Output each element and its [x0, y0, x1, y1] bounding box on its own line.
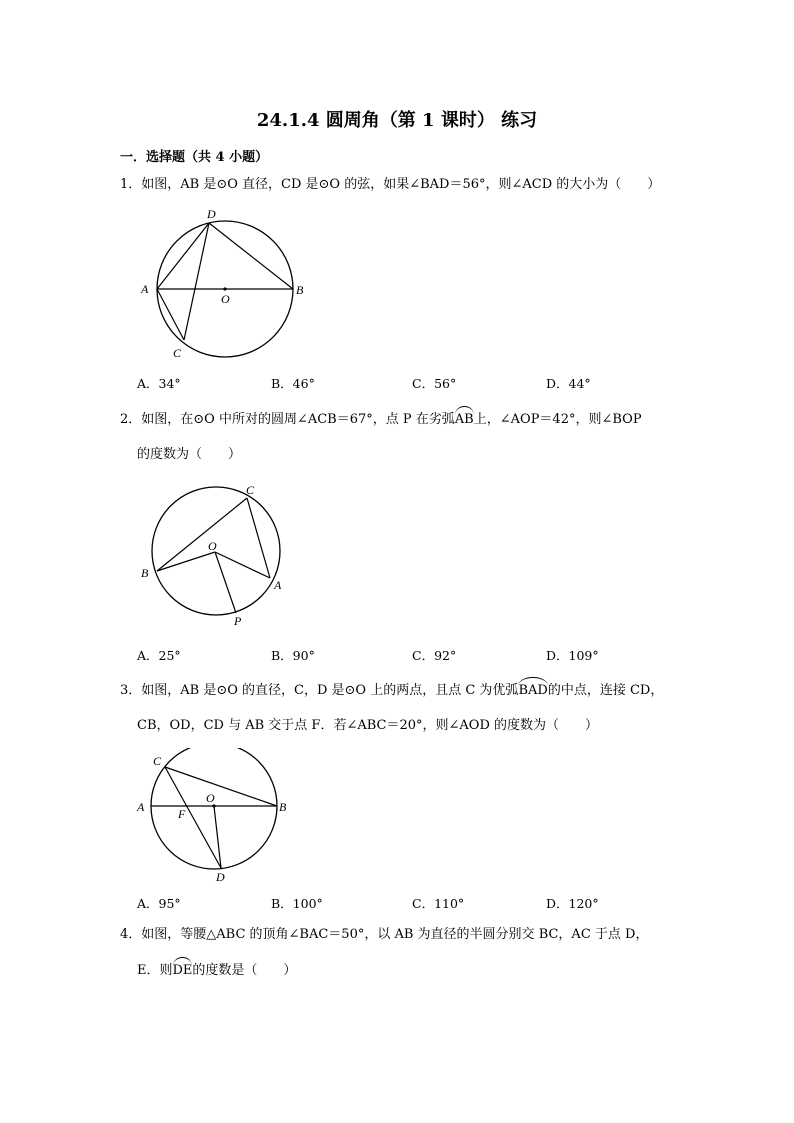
q3-option-a: A．95°: [137, 896, 181, 911]
label-b: B: [141, 566, 149, 580]
section-heading: 一．选择题（共 4 小题）: [120, 150, 269, 165]
question-4-text-line2: E．则DE的度数是（ ）: [137, 963, 297, 978]
segment-dc: [184, 223, 209, 340]
label-o: O: [221, 292, 230, 306]
segment-op: [215, 552, 236, 613]
label-c: C: [173, 346, 182, 360]
q2-option-d: D．109°: [546, 648, 599, 663]
q3-option-b: B．100°: [271, 896, 323, 911]
q2-option-b: B．90°: [271, 648, 315, 663]
segment-cd: [165, 767, 221, 868]
label-c: C: [246, 483, 255, 497]
segment-bc: [157, 498, 247, 571]
q1-option-a: A．34°: [137, 376, 181, 391]
label-d: D: [207, 207, 216, 221]
q1-option-b: B．46°: [271, 376, 315, 391]
center-point: [223, 287, 226, 290]
segment-od: [214, 806, 221, 868]
question-1-text: 1．如图，AB 是⊙O 直径，CD 是⊙O 的弦，如果∠BAD＝56°，则∠ACD 的大小为（ ）: [120, 177, 661, 192]
arc-de: DE: [172, 963, 193, 978]
label-b: B: [279, 800, 287, 814]
question-2-figure: [135, 480, 305, 630]
segment-cb: [165, 767, 277, 806]
label-d: D: [216, 870, 225, 884]
q2-option-a: A．25°: [137, 648, 181, 663]
label-f: F: [178, 807, 186, 821]
q3-option-d: D．120°: [546, 896, 599, 911]
arc-bad: BAD: [518, 683, 548, 698]
q3-option-c: C．110°: [412, 896, 465, 911]
arc-ab: AB: [454, 412, 474, 427]
q1-option-d: D．44°: [546, 376, 591, 391]
label-p: P: [234, 614, 242, 628]
question-2-text: 2．如图，在⊙O 中所对的圆周∠ACB＝67°，点 P 在劣弧AB上，∠AOP＝42°，则∠BOP: [120, 412, 642, 427]
label-a: A: [137, 800, 145, 814]
question-3-figure: [135, 748, 295, 888]
question-3-text: 3．如图，AB 是⊙O 的直径，C，D 是⊙O 上的两点，且点 C 为优弧BAD的中点，连接 CD，: [120, 683, 664, 698]
segment-ac: [157, 289, 184, 340]
question-2-text-line2: 的度数为（ ）: [137, 447, 242, 462]
segment-oa: [215, 552, 270, 578]
segment-ad: [157, 223, 209, 289]
label-o: O: [208, 539, 217, 553]
label-c: C: [153, 754, 162, 768]
question-3-text-line2: CB，OD，CD 与 AB 交于点 F．若∠ABC＝20°，则∠AOD 的度数为（ ）: [137, 718, 598, 733]
label-b: B: [296, 283, 304, 297]
label-a: A: [274, 578, 282, 592]
segment-ob: [157, 552, 215, 571]
label-o: O: [206, 791, 215, 805]
segment-db: [209, 223, 293, 289]
label-a: A: [141, 282, 149, 296]
question-1-figure: [135, 200, 315, 370]
q2-option-c: C．92°: [412, 648, 457, 663]
q1-option-c: C．56°: [412, 376, 457, 391]
question-4-text: 4．如图，等腰△ABC 的顶角∠BAC＝50°，以 AB 为直径的半圆分别交 BC，AC 于点 D，: [120, 927, 649, 942]
page-title: 24.1.4 圆周角（第 1 课时） 练习: [256, 110, 538, 131]
segment-ca: [247, 498, 270, 578]
